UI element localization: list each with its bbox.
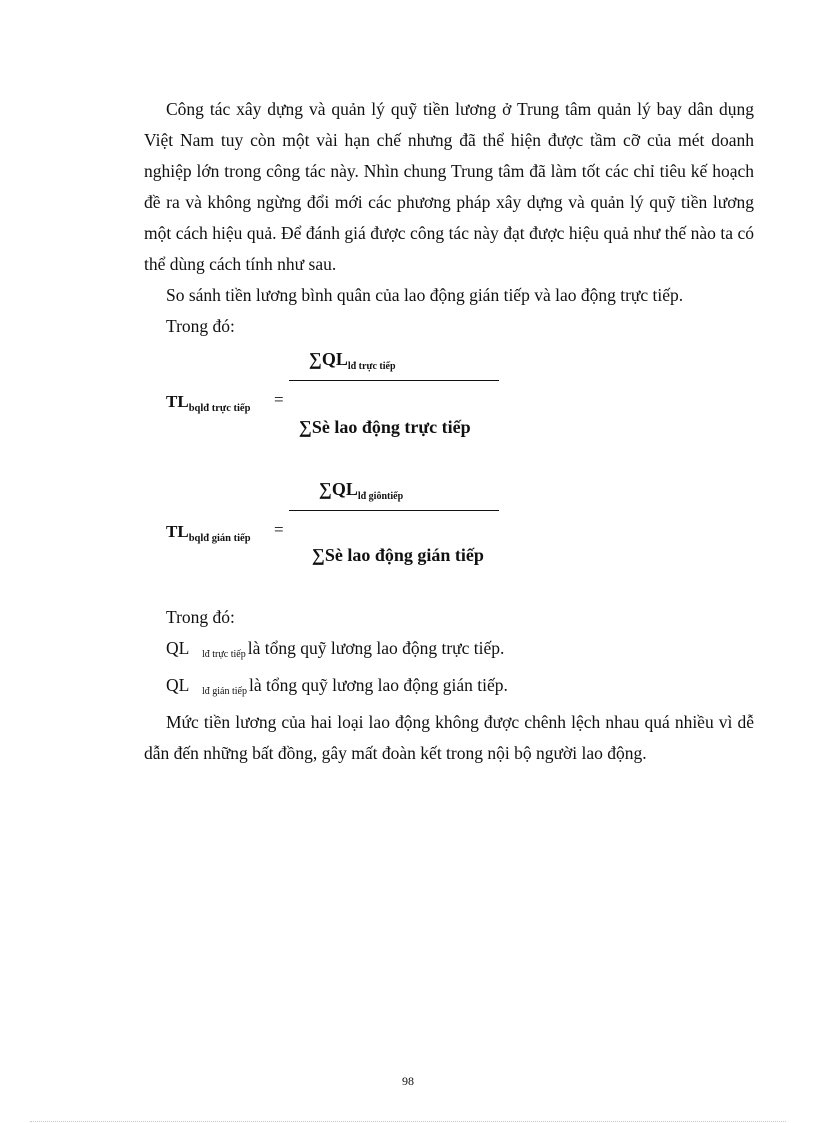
where-label: Trong đó:: [166, 316, 235, 336]
definition-direct: QL $_{lđ trực tiếp}$ là tổng quỹ lương lao động trực tiếp.: [166, 638, 505, 660]
formula-numerator: $\sum QL_{lđ trực tiếp}$: [309, 349, 396, 372]
formula-direct-labor: [144, 342, 754, 472]
formula-lhs: $TL_{bqlđ trực tiếp}$: [166, 392, 251, 414]
fraction-bar: [289, 380, 499, 381]
comparison-line: So sánh tiền lương bình quân của lao động gián tiếp và lao động trực tiếp.: [166, 285, 684, 305]
formula-indirect-labor: [144, 472, 754, 602]
fraction-bar: [289, 510, 499, 511]
intro-paragraph: Công tác xây dựng và quản lý quỹ tiền lương ở Trung tâm quản lý bay dân dụng Việt Nam tuy còn một vài hạn chế nhưng đã thể hiện được tầm cỡ của mét doanh nghiệp lớn trong công tác này. Nhìn chung Trung tâm đã làm tốt các chỉ tiêu kế hoạch đề ra và không ngừng đổi mới các phương pháp xây dựng và quản lý quỹ tiền lương một cách hiệu quả. Để đánh giá được công tác này đạt được hiệu quả như thế nào ta có thể dùng cách tính như sau.: [144, 99, 754, 274]
formula-denominator: ∑Sè lao động trực tiếp: [299, 417, 471, 437]
formula-numerator: $\sum QL_{lđ giôntiếp}$: [319, 479, 404, 502]
body-text: [144, 94, 754, 769]
closing-paragraph: Mức tiền lương của hai loại lao động không được chênh lệch nhau quá nhiều vì dễ dẫn đến những bất đồng, gây mất đoàn kết trong nội bộ người lao động.: [144, 712, 754, 763]
formula-lhs: $TL_{bqlđ gián tiếp}$: [166, 522, 251, 544]
definition-indirect: QL $_{lđ gián tiếp}$ là tổng quỹ lương lao động gián tiếp.: [166, 675, 508, 697]
page-number: 98: [402, 1074, 414, 1088]
equals-sign: =: [274, 520, 284, 539]
footer-divider: [30, 1121, 786, 1122]
where-label: Trong đó:: [166, 607, 235, 627]
equals-sign: =: [274, 390, 284, 409]
formula-denominator: ∑Sè lao động gián tiếp: [312, 545, 484, 565]
